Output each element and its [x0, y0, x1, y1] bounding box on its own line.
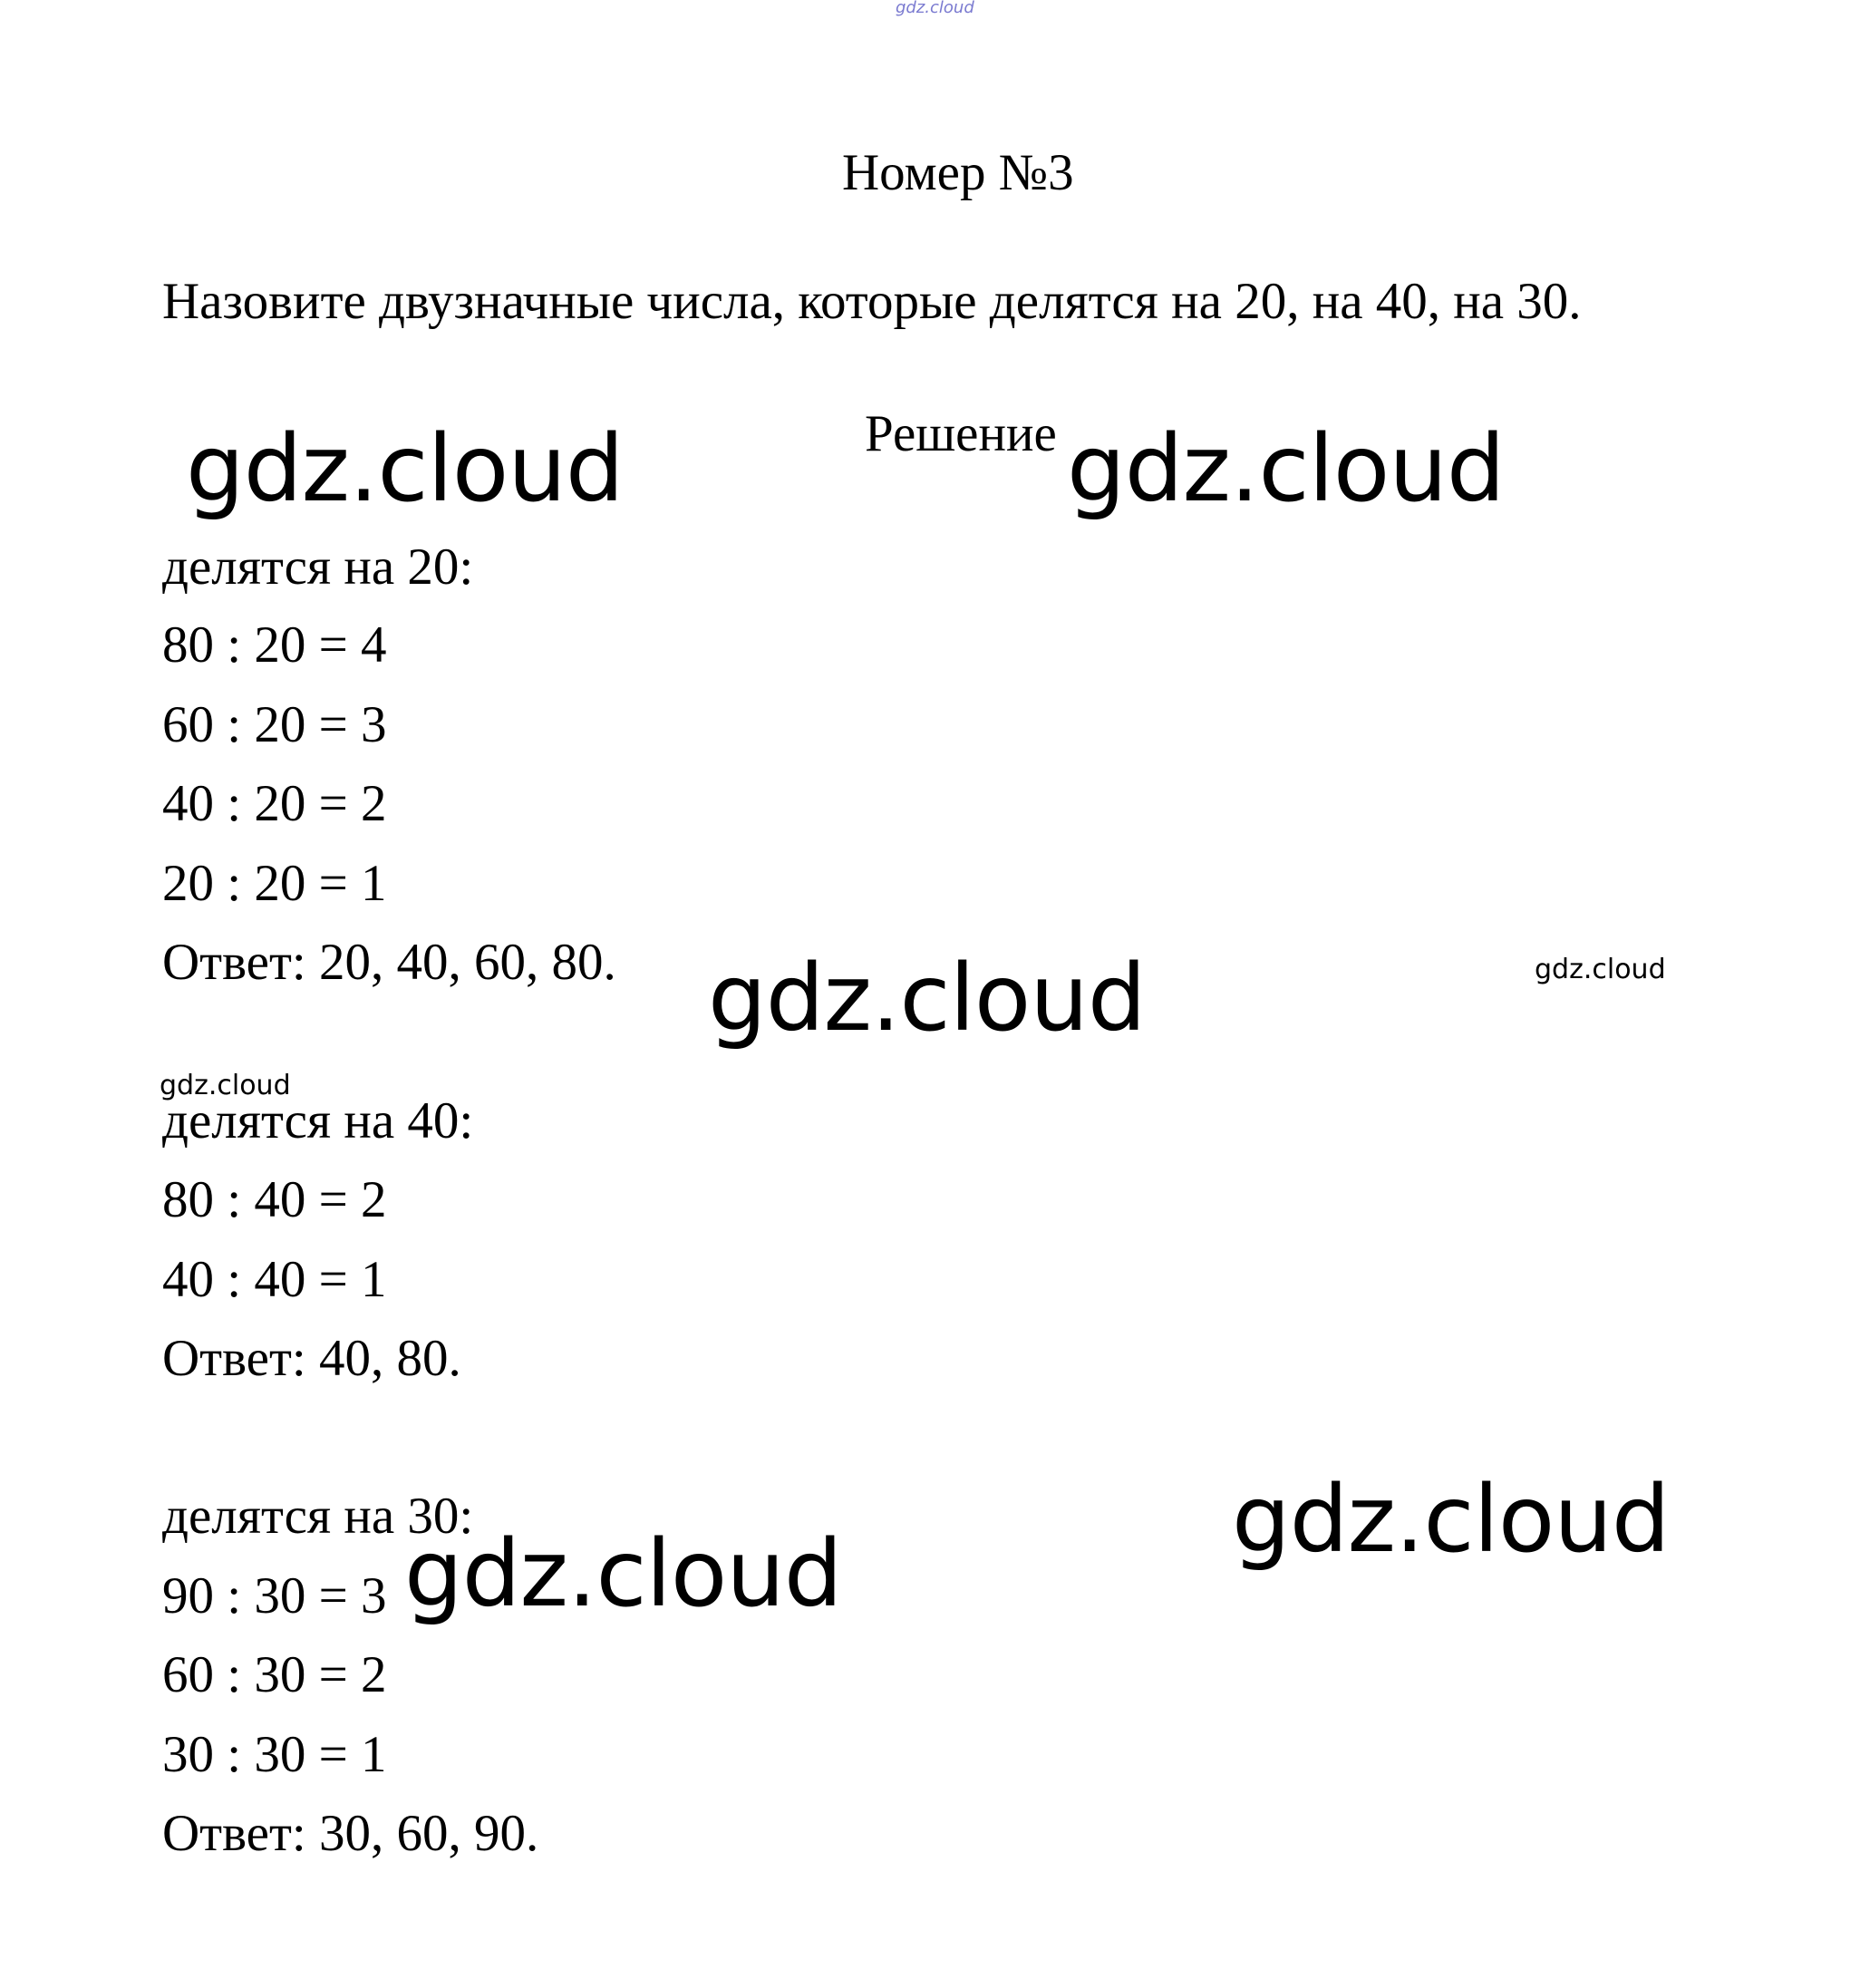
section-answer: Ответ: 40, 80. [162, 1330, 461, 1387]
page-title: Номер №3 [842, 144, 1074, 201]
section-heading: делятся на 20: [162, 538, 474, 596]
equation-line: 80 : 20 = 4 [162, 616, 387, 674]
watermark: gdz.cloud [708, 945, 1146, 1052]
section-answer: Ответ: 20, 40, 60, 80. [162, 934, 616, 991]
section-heading: делятся на 30: [162, 1488, 474, 1545]
equation-line: 90 : 30 = 3 [162, 1567, 387, 1624]
section-heading: делятся на 40: [162, 1092, 474, 1149]
watermark: gdz.cloud [1232, 1466, 1670, 1574]
watermark: gdz.cloud [186, 415, 624, 523]
watermark: gdz.cloud [1067, 415, 1505, 523]
equation-line: 60 : 30 = 2 [162, 1646, 387, 1703]
equation-line: 40 : 20 = 2 [162, 775, 387, 832]
equation-line: 60 : 20 = 3 [162, 696, 387, 753]
equation-line: 80 : 40 = 2 [162, 1171, 387, 1228]
watermark: gdz.cloud [1535, 954, 1666, 985]
section-answer: Ответ: 30, 60, 90. [162, 1805, 539, 1862]
watermark-top: gdz.cloud [896, 0, 974, 17]
watermark: gdz.cloud [160, 1070, 291, 1101]
equation-line: 40 : 40 = 1 [162, 1251, 387, 1308]
equation-line: 30 : 30 = 1 [162, 1726, 387, 1783]
watermark: gdz.cloud [404, 1520, 842, 1628]
equation-line: 20 : 20 = 1 [162, 855, 387, 912]
task-text: Назовите двузначные числа, которые делятся на 20, на 40, на 30. [162, 273, 1582, 330]
solution-label: Решение [865, 405, 1057, 462]
